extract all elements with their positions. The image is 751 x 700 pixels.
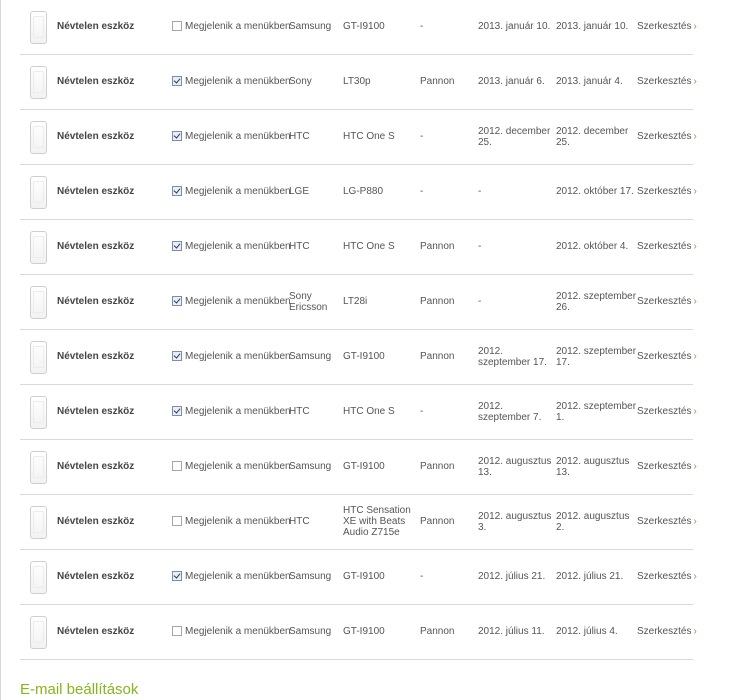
show-in-menu-label: Megjelenik a menükben <box>185 241 291 252</box>
edit-label: Szerkesztés <box>637 406 692 417</box>
edit-label: Szerkesztés <box>637 571 692 582</box>
device-model: LT30p <box>343 76 371 87</box>
show-in-menu-label: Megjelenik a menükben <box>185 296 291 307</box>
device-row <box>20 220 697 275</box>
phone-icon <box>30 66 47 99</box>
device-network: - <box>420 571 424 582</box>
checkbox-box[interactable] <box>172 571 182 581</box>
show-in-menu-label: Megjelenik a menükben <box>185 131 291 142</box>
device-brand: Samsung <box>289 21 332 32</box>
device-date-last: 2012. szeptember 1. <box>556 401 637 423</box>
device-brand: HTC <box>289 516 310 527</box>
show-in-menu-label: Megjelenik a menükben <box>185 461 291 472</box>
edit-label: Szerkesztés <box>637 351 692 362</box>
device-network: Pannon <box>420 296 455 307</box>
chevron-right-icon: › <box>693 241 697 252</box>
device-date-last: 2012. július 4. <box>556 626 618 637</box>
device-date-first: - <box>478 241 482 252</box>
phone-icon <box>30 396 47 429</box>
show-in-menu-checkbox[interactable] <box>172 76 290 87</box>
device-network: Pannon <box>420 351 455 362</box>
device-row <box>20 0 697 55</box>
device-brand: HTC <box>289 406 310 417</box>
device-brand: LGE <box>289 186 310 197</box>
edit-link[interactable] <box>637 21 699 32</box>
chevron-right-icon: › <box>693 406 697 417</box>
device-date-first: 2012. július 11. <box>478 626 545 637</box>
edit-label: Szerkesztés <box>637 186 692 197</box>
device-name: Névtelen eszköz <box>57 131 135 142</box>
device-row <box>20 55 697 110</box>
device-model: LT28i <box>343 296 368 307</box>
device-brand: Samsung <box>289 351 332 362</box>
device-brand: Samsung <box>289 626 332 637</box>
checkbox-box[interactable] <box>172 461 182 471</box>
show-in-menu-label: Megjelenik a menükben <box>185 406 291 417</box>
checkbox-box[interactable] <box>172 516 182 526</box>
device-brand: Samsung <box>289 571 332 582</box>
phone-icon <box>30 616 47 649</box>
device-network: - <box>420 131 424 142</box>
chevron-right-icon: › <box>693 351 697 362</box>
chevron-right-icon: › <box>693 296 697 307</box>
device-date-first: 2012. július 21. <box>478 571 546 582</box>
edit-link[interactable] <box>637 406 699 417</box>
checkbox-box[interactable] <box>172 21 182 31</box>
device-row <box>20 275 697 330</box>
checkbox-box[interactable] <box>172 241 182 251</box>
device-date-first: 2013. január 10. <box>478 21 551 32</box>
device-brand: Samsung <box>289 461 332 472</box>
edit-link[interactable] <box>637 461 699 472</box>
device-model: GT-I9100 <box>343 461 385 472</box>
device-network: Pannon <box>420 76 455 87</box>
edit-label: Szerkesztés <box>637 296 692 307</box>
edit-label: Szerkesztés <box>637 516 692 527</box>
checkbox-box[interactable] <box>172 626 182 636</box>
edit-link[interactable] <box>637 131 699 142</box>
phone-icon <box>30 341 47 374</box>
edit-link[interactable] <box>637 626 699 637</box>
chevron-right-icon: › <box>693 571 697 582</box>
show-in-menu-checkbox[interactable] <box>172 626 290 637</box>
edit-label: Szerkesztés <box>637 461 692 472</box>
edit-link[interactable] <box>637 516 699 527</box>
chevron-right-icon: › <box>693 131 697 142</box>
device-row <box>20 550 697 605</box>
device-date-last: 2012. szeptember 26. <box>556 291 637 313</box>
edit-label: Szerkesztés <box>637 21 692 32</box>
device-network: Pannon <box>420 241 455 252</box>
checkbox-box[interactable] <box>172 186 182 196</box>
device-model: GT-I9100 <box>343 21 385 32</box>
device-name: Névtelen eszköz <box>57 351 135 362</box>
device-row <box>20 605 697 660</box>
device-brand: HTC <box>289 131 310 142</box>
device-date-first: - <box>478 186 482 197</box>
device-name: Névtelen eszköz <box>57 186 135 197</box>
chevron-right-icon: › <box>693 21 697 32</box>
device-model: HTC Sensation XE with Beats Audio Z715e <box>343 505 411 538</box>
device-date-first: 2012. szeptember 17. <box>478 346 547 368</box>
device-model: HTC One S <box>343 131 395 142</box>
device-model: GT-I9100 <box>343 351 385 362</box>
edit-label: Szerkesztés <box>637 76 692 87</box>
device-date-first: 2012. szeptember 7. <box>478 401 542 423</box>
device-brand: Sony <box>289 76 312 87</box>
chevron-right-icon: › <box>693 461 697 472</box>
device-date-last: 2012. október 17. <box>556 186 634 197</box>
edit-label: Szerkesztés <box>637 626 692 637</box>
device-date-first: 2012. augusztus 13. <box>478 456 552 478</box>
phone-icon <box>30 176 47 209</box>
device-model: GT-I9100 <box>343 571 385 582</box>
email-settings-heading: E-mail beállítások <box>20 681 139 698</box>
show-in-menu-checkbox[interactable] <box>172 406 290 417</box>
show-in-menu-checkbox[interactable] <box>172 571 290 582</box>
device-brand: Sony Ericsson <box>289 291 328 313</box>
device-date-last: 2013. január 10. <box>556 21 629 32</box>
show-in-menu-checkbox[interactable] <box>172 351 290 362</box>
phone-icon <box>30 11 47 44</box>
show-in-menu-label: Megjelenik a menükben <box>185 186 291 197</box>
device-name: Névtelen eszköz <box>57 241 135 252</box>
device-row <box>20 440 697 495</box>
device-model: HTC One S <box>343 406 395 417</box>
edit-link[interactable] <box>637 296 699 307</box>
phone-icon <box>30 286 47 319</box>
show-in-menu-label: Megjelenik a menükben <box>185 351 291 362</box>
device-date-last: 2012. július 21. <box>556 571 624 582</box>
device-date-last: 2012. december 25. <box>556 126 629 148</box>
show-in-menu-checkbox[interactable] <box>172 131 290 142</box>
chevron-right-icon: › <box>693 516 697 527</box>
device-name: Névtelen eszköz <box>57 406 135 417</box>
device-name: Névtelen eszköz <box>57 461 135 472</box>
device-network: - <box>420 406 424 417</box>
device-name: Névtelen eszköz <box>57 516 135 527</box>
checkbox-box[interactable] <box>172 351 182 361</box>
checkbox-box[interactable] <box>172 76 182 86</box>
device-date-last: 2012. augusztus 13. <box>556 456 630 478</box>
edit-label: Szerkesztés <box>637 241 692 252</box>
edit-link[interactable] <box>637 186 699 197</box>
edit-link[interactable] <box>637 351 699 362</box>
device-name: Névtelen eszköz <box>57 571 135 582</box>
show-in-menu-label: Megjelenik a menükben <box>185 626 291 637</box>
phone-icon <box>30 231 47 264</box>
show-in-menu-checkbox[interactable] <box>172 21 290 32</box>
show-in-menu-label: Megjelenik a menükben <box>185 21 291 32</box>
show-in-menu-checkbox[interactable] <box>172 461 290 472</box>
device-network: - <box>420 186 424 197</box>
device-row <box>20 495 697 550</box>
checkbox-box[interactable] <box>172 406 182 416</box>
device-network: Pannon <box>420 461 455 472</box>
show-in-menu-label: Megjelenik a menükben <box>185 76 291 87</box>
device-row <box>20 165 697 220</box>
chevron-right-icon: › <box>693 626 697 637</box>
device-row <box>20 385 697 440</box>
show-in-menu-checkbox[interactable] <box>172 296 290 307</box>
device-network: - <box>420 21 424 32</box>
show-in-menu-label: Megjelenik a menükben <box>185 571 291 582</box>
device-date-first: - <box>478 296 482 307</box>
chevron-right-icon: › <box>693 186 697 197</box>
edit-link[interactable] <box>637 241 699 252</box>
phone-icon <box>30 451 47 484</box>
chevron-right-icon: › <box>693 76 697 87</box>
show-in-menu-checkbox[interactable] <box>172 241 290 252</box>
device-network: Pannon <box>420 516 455 527</box>
device-date-last: 2012. augusztus 2. <box>556 511 630 533</box>
device-date-last: 2013. január 4. <box>556 76 623 87</box>
device-date-last: 2012. szeptember 17. <box>556 346 637 368</box>
checkbox-box[interactable] <box>172 296 182 306</box>
device-model: GT-I9100 <box>343 626 385 637</box>
checkbox-box[interactable] <box>172 131 182 141</box>
phone-icon <box>30 121 47 154</box>
edit-link[interactable] <box>637 76 699 87</box>
device-model: HTC One S <box>343 241 395 252</box>
device-row <box>20 110 697 165</box>
show-in-menu-checkbox[interactable] <box>172 516 290 527</box>
device-date-last: 2012. október 4. <box>556 241 629 252</box>
device-model: LG-P880 <box>343 186 384 197</box>
phone-icon <box>30 561 47 594</box>
show-in-menu-label: Megjelenik a menükben <box>185 516 291 527</box>
device-date-first: 2012. december 25. <box>478 126 551 148</box>
show-in-menu-checkbox[interactable] <box>172 186 290 197</box>
device-name: Névtelen eszköz <box>57 76 135 87</box>
device-date-first: 2013. január 6. <box>478 76 545 87</box>
device-name: Névtelen eszköz <box>57 296 135 307</box>
device-name: Névtelen eszköz <box>57 21 135 32</box>
device-brand: HTC <box>289 241 310 252</box>
device-row <box>20 330 697 385</box>
edit-link[interactable] <box>637 571 699 582</box>
phone-icon <box>30 506 47 539</box>
device-name: Névtelen eszköz <box>57 626 135 637</box>
left-border <box>0 0 1 700</box>
device-table <box>20 0 697 660</box>
device-network: Pannon <box>420 626 455 637</box>
device-date-first: 2012. augusztus 3. <box>478 511 552 533</box>
edit-label: Szerkesztés <box>637 131 692 142</box>
